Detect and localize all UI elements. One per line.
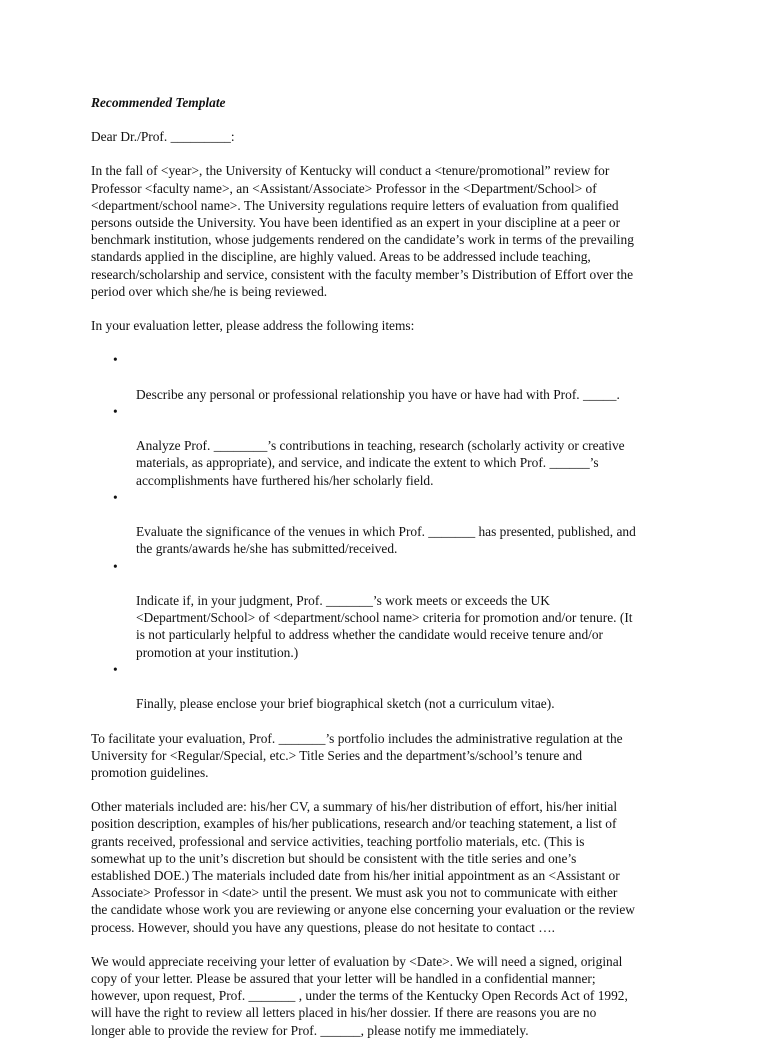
bullet-icon: •: [113, 352, 118, 368]
evaluation-items-list: [91, 351, 691, 712]
salutation: Dear Dr./Prof. _________:: [91, 129, 235, 145]
materials-paragraph: Other materials included are: his/her CV, a summary of his/her distribution of effort, his/her initial position description, examples of his/her publications, research and/or teaching statement, a list of grants received, professional and service activities, teaching portfolio materials, etc. (This is somewhat up to the unit’s discretion but should be consistent with the title series and one’s established DOE.) The materials included date from his/her initial appointment as an <Assistant or Associate> Professor in <date> until the present. We must ask you not to communicate with either the candidate whose work you are reviewing or anyone else concerning your evaluation or the review process. However, should you have any questions, please do not hesitate to contact ….: [91, 799, 635, 935]
list-item: [91, 558, 691, 661]
bullet-icon: •: [113, 661, 118, 677]
list-item: [91, 403, 691, 489]
list-item-text: Describe any personal or professional relationship you have or have had with Prof. _____.: [136, 386, 620, 402]
bullet-icon: •: [113, 489, 118, 505]
list-item: [91, 661, 691, 713]
bullet-icon: •: [113, 558, 118, 574]
request-paragraph: We would appreciate receiving your letter of evaluation by <Date>. We will need a signed, original copy of your letter. Please be assured that your letter will be handled in a confidential manner; however, upon request, Prof. _______ , under the terms of the Kentucky Open Records Act of 1992, will have the right to review all letters placed in his/her dossier. If there are reasons you are no longer able to provide the review for Prof. ______, please notify me immediately.: [91, 953, 628, 1038]
portfolio-paragraph: To facilitate your evaluation, Prof. _______’s portfolio includes the administrative regulation at the University for <Regular/Special, etc.> Title Series and the department’s/school’s tenure and promotion guidelines.: [91, 730, 623, 780]
intro-paragraph: In the fall of <year>, the University of Kentucky will conduct a <tenure/promotional” review for Professor <faculty name>, an <Assistant/Associate> Professor in the <Department/School> of <department/school name>. The University regulations require letters of evaluation from qualified persons outside the University. You have been identified as an expert in your discipline at a peer or benchmark institution, whose judgements rendered on the candidate’s work in terms of the prevailing standards applied in the discipline, are highly valued. Areas to be addressed include teaching, research/scholarship and service, consistent with the faculty member’s Distribution of Effort over the period over which she/he is being reviewed.: [91, 163, 634, 299]
list-item: [91, 351, 691, 403]
list-item-text: Analyze Prof. ________’s contributions in teaching, research (scholarly activity or creative materials, as appropriate), and service, and indicate the extent to which Prof. ______’s accomplishments have furthered his/her scholarly field.: [136, 438, 625, 488]
list-item-text: Indicate if, in your judgment, Prof. _______’s work meets or exceeds the UK <Department/School> of <department/school name> criteria for promotion and/or tenure. (It is not particularly helpful to address whether the candidate would receive tenure and/or promotion at your institution.): [136, 593, 633, 660]
bullet-icon: •: [113, 403, 118, 419]
list-item-text: Evaluate the significance of the venues in which Prof. _______ has presented, published, and the grants/awards he/she has submitted/received.: [136, 524, 636, 557]
document-title: Recommended Template: [91, 95, 226, 110]
items-lead-in: In your evaluation letter, please address the following items:: [91, 318, 415, 334]
letter-page: [91, 94, 691, 1056]
list-item-text: Finally, please enclose your brief biographical sketch (not a curriculum vitae).: [136, 696, 555, 712]
list-item: [91, 489, 691, 558]
